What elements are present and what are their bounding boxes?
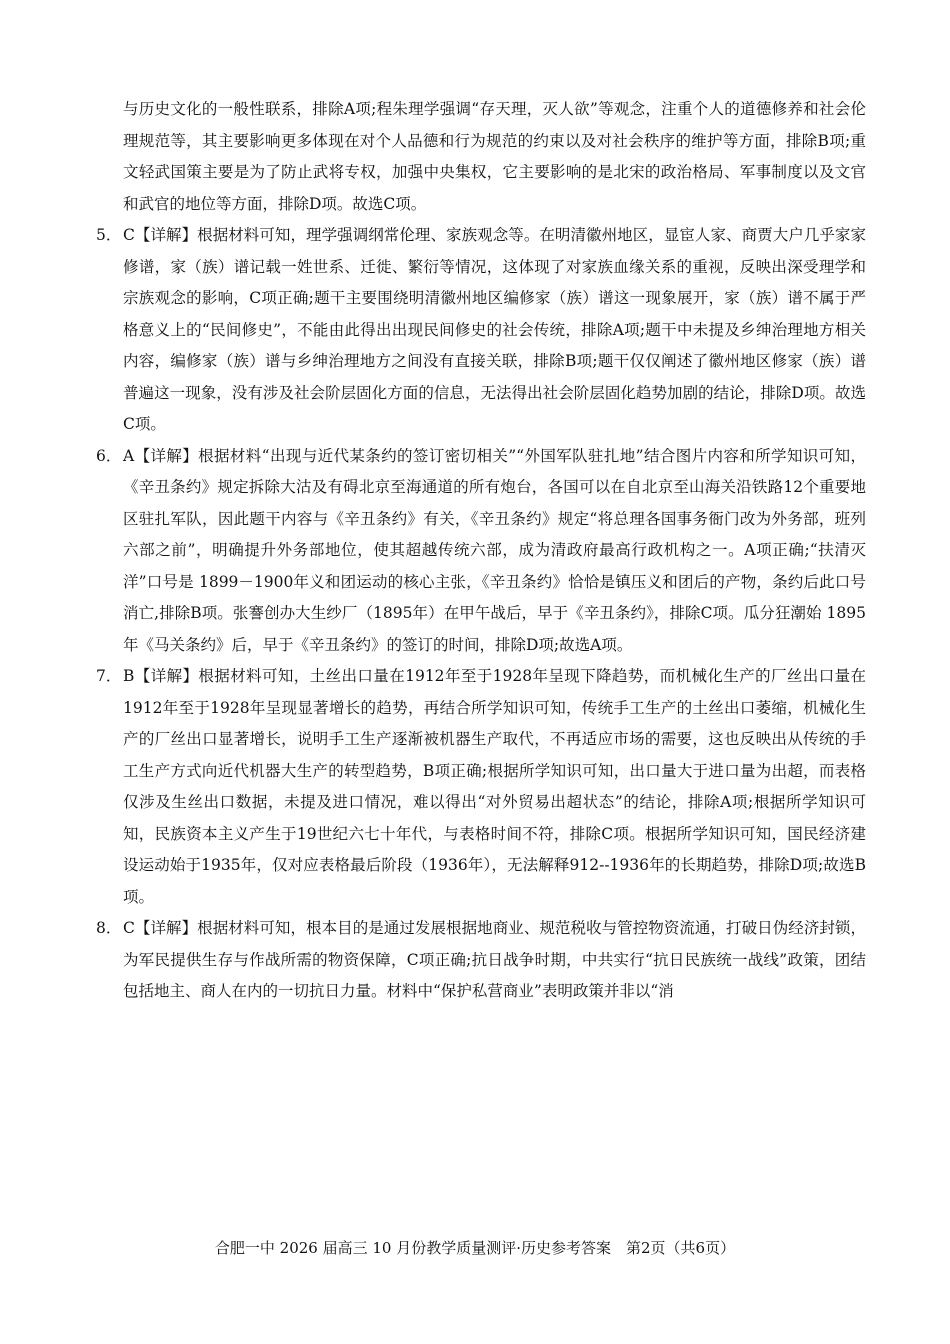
answer-item-8 <box>86 913 866 1008</box>
item-text: A【详解】根据材料“出现与近代某条约的签订密切相关”“外国军队驻扎地”结合图片内容和所学知识可知，《辛丑条约》规定拆除大沽及有碍北京至海通道的所有炮台，各国可以在自北京至山海关沿铁路12个重要地区驻扎军队，因此题干内容与《辛丑条约》有关，《辛丑条约》规定“将总理各国事务衙门改为外务部，班列六部之前”，明确提升外务部地位，使其超越传统六部，成为清政府最高行政机构之一。A项正确;“扶清灭洋”口号是 1899－1900年义和团运动的核心主张，《辛丑条约》恰恰是镇压义和团后的产物，条约后此口号消亡,排除B项。张謇创办大生纱厂（1895年）在甲午战后，早于《辛丑条约》，排除C项。瓜分狂潮始 1895年《马关条约》后，早于《辛丑条约》的签订的时间，排除D项;故选A项。 <box>123 446 866 654</box>
answer-item-5 <box>86 220 866 441</box>
item-number: 8． <box>96 919 122 937</box>
continuation-paragraph: 与历史文化的一般性联系，排除A项;程朱理学强调“存天理，灭人欲”等观念，注重个人的道德修养和社会伦理规范等，其主要影响更多体现在对个人品德和行为规范的约束以及对社会秩序的维护等方面，排除B项;重文轻武国策主要是为了防止武将专权，加强中央集权，它主要影响的是北宋的政治格局、军事制度以及文官和武官的地位等方面，排除D项。故选C项。 <box>123 100 866 213</box>
item-number: 7． <box>96 667 122 685</box>
item-number: 6． <box>96 446 122 465</box>
answer-content <box>86 94 866 1008</box>
item-number: 5． <box>96 226 122 244</box>
item-text: C【详解】根据材料可知，理学强调纲常伦理、家族观念等。在明清徽州地区，显宦人家、商贾大户几乎家家修谱，家（族）谱记载一姓世系、迁徙、繁衍等情况，这体现了对家族血缘关系的重视，反映出深受理学和宗族观念的影响，C项正确;题干主要围绕明清徽州地区编修家（族）谱这一现象展开，家（族）谱不属于严格意义上的“民间修史”，不能由此得出出现民间修史的社会传统，排除A项;题干中未提及乡绅治理地方相关内容，编修家（族）谱与乡绅治理地方之间没有直接关联，排除B项;题干仅仅阐述了徽州地区修家（族）谱普遍这一现象，没有涉及社会阶层固化方面的信息，无法得出社会阶层固化趋势加剧的结论，排除D项。故选C项。 <box>123 226 866 433</box>
item-text: C【详解】根据材料可知，根本目的是通过发展根据地商业、规范税收与管控物资流通，打破日伪经济封锁，为军民提供生存与作战所需的物资保障，C项正确;抗日战争时期，中共实行“抗日民族统一战线”政策，团结包括地主、商人在内的一切抗日力量。材料中“保护私营商业”表明政策并非以“消 <box>123 919 866 1000</box>
item-text: B【详解】根据材料可知，土丝出口量在1912年至于1928年呈现下降趋势，而机械化生产的厂丝出口量在1912年至于1928年呈现显著增长的趋势，再结合所学知识可知，传统手工生产的土丝出口萎缩，机械化生产的厂丝出口显著增长，说明手工生产逐渐被机器生产取代，不再适应市场的需要，这也反映出从传统的手工生产方式向近代机器大生产的转型趋势，B项正确;根据所学知识可知，出口量大于进口量为出超，而表格仅涉及生丝出口数据，未提及进口情况，难以得出“对外贸易出超状态”的结论，排除A项;根据所学知识可知，民族资本主义产生于19世纪六七十年代，与表格时间不符，排除C项。根据所学知识可知，国民经济建设运动始于1935年，仅对应表格最后阶段（1936年），无法解释912--1936年的长期趋势，排除D项;故选B项。 <box>123 667 866 906</box>
answer-item-7 <box>86 661 866 913</box>
page-footer: 合肥一中 2026 届高三 10 月份教学质量测评·历史参考答案 第2页（共6页） <box>214 1239 736 1257</box>
answer-item-6 <box>86 441 866 662</box>
